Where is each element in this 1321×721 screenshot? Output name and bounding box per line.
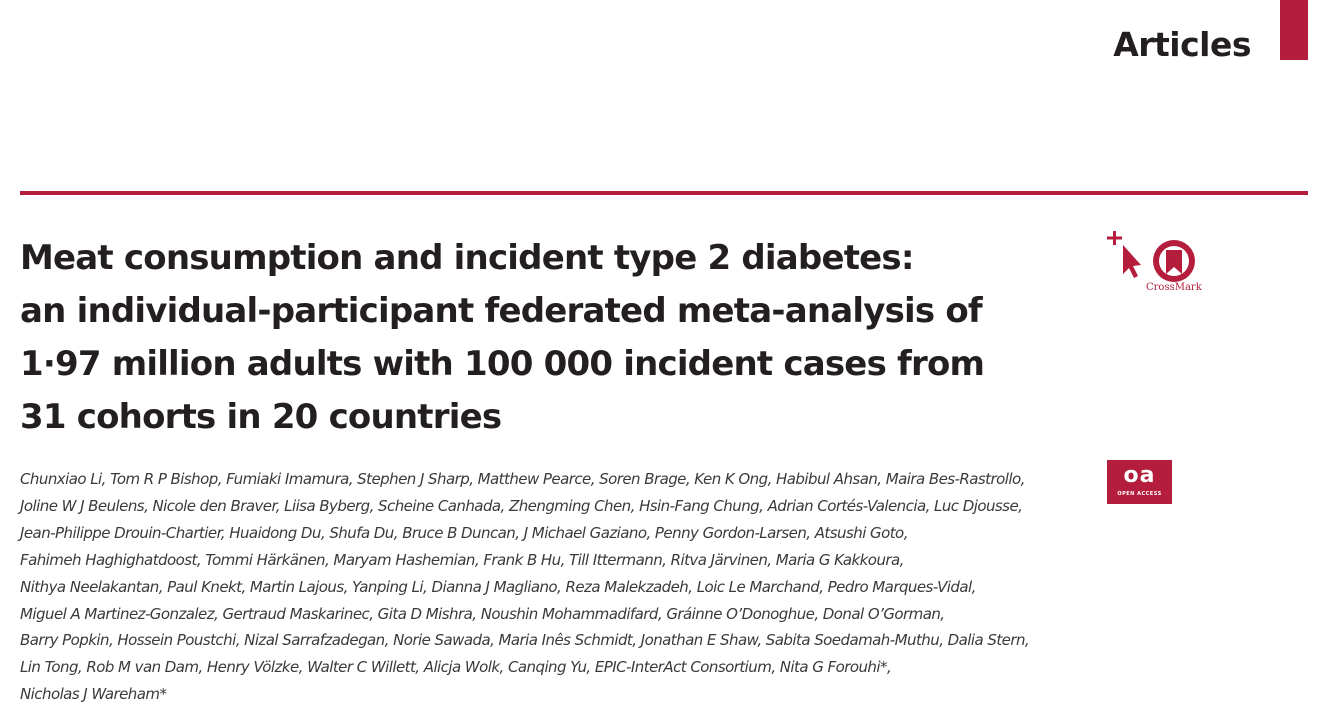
author-line: Lin Tong, Rob M van Dam, Henry Völzke, Walter C Willett, Alicja Wolk, Canqing Yu, EPIC-InterAct Consortium, Nita G Forouhi*, xyxy=(20,658,892,677)
title-line: an individual-participant federated meta-analysis of xyxy=(20,291,982,331)
author-line: Nicholas J Wareham* xyxy=(20,685,167,704)
author-line: Barry Popkin, Hossein Poustchi, Nizal Sarrafzadegan, Norie Sawada, Maria Inês Schmidt, Jonathan E Shaw, Sabita Soedamah-Muthu, Dalia Stern, xyxy=(20,631,1030,650)
author-line: Jean-Philippe Drouin-Chartier, Huaidong Du, Shufa Du, Bruce B Duncan, J Michael Gaziano, Penny Gordon-Larsen, Atsushi Goto, xyxy=(20,523,908,542)
oa-text: OPEN ACCESS xyxy=(1117,491,1162,497)
title-line: 31 cohorts in 20 countries xyxy=(20,397,502,437)
header-rule xyxy=(20,191,1308,195)
accent-block xyxy=(1280,0,1308,60)
crossmark-label: CrossMark xyxy=(1146,282,1202,293)
article-title xyxy=(20,232,1020,444)
author-line: Miguel A Martinez-Gonzalez, Gertraud Maskarinec, Gita D Mishra, Noushin Mohammadifard, Gráinne O’Donoghue, Donal O’Gorman, xyxy=(20,604,945,623)
section-label: Articles xyxy=(1113,25,1251,64)
title-line: 1·97 million adults with 100 000 incident cases from xyxy=(20,344,985,384)
oa-mark: oa xyxy=(1123,463,1156,488)
author-line: Fahimeh Haghighatdoost, Tommi Härkänen, Maryam Hashemian, Frank B Hu, Till Ittermann, Ritva Järvinen, Maria G Kakkoura, xyxy=(20,550,904,569)
author-list xyxy=(20,466,1100,708)
open-access-badge xyxy=(1107,460,1172,504)
author-line: Joline W J Beulens, Nicole den Braver, Liisa Byberg, Scheine Canhada, Zhengming Chen, Hsin-Fang Chung, Adrian Cortés-Valencia, Luc Djousse, xyxy=(20,496,1023,515)
author-line: Nithya Neelakantan, Paul Knekt, Martin Lajous, Yanping Li, Dianna J Magliano, Reza Malekzadeh, Loic Le Marchand, Pedro Marques-Vidal, xyxy=(20,577,976,596)
author-line: Chunxiao Li, Tom R P Bishop, Fumiaki Imamura, Stephen J Sharp, Matthew Pearce, Soren Brage, Ken K Ong, Habibul Ahsan, Maira Bes-Rastrollo, xyxy=(20,470,1025,488)
title-line: Meat consumption and incident type 2 diabetes: xyxy=(20,238,914,278)
